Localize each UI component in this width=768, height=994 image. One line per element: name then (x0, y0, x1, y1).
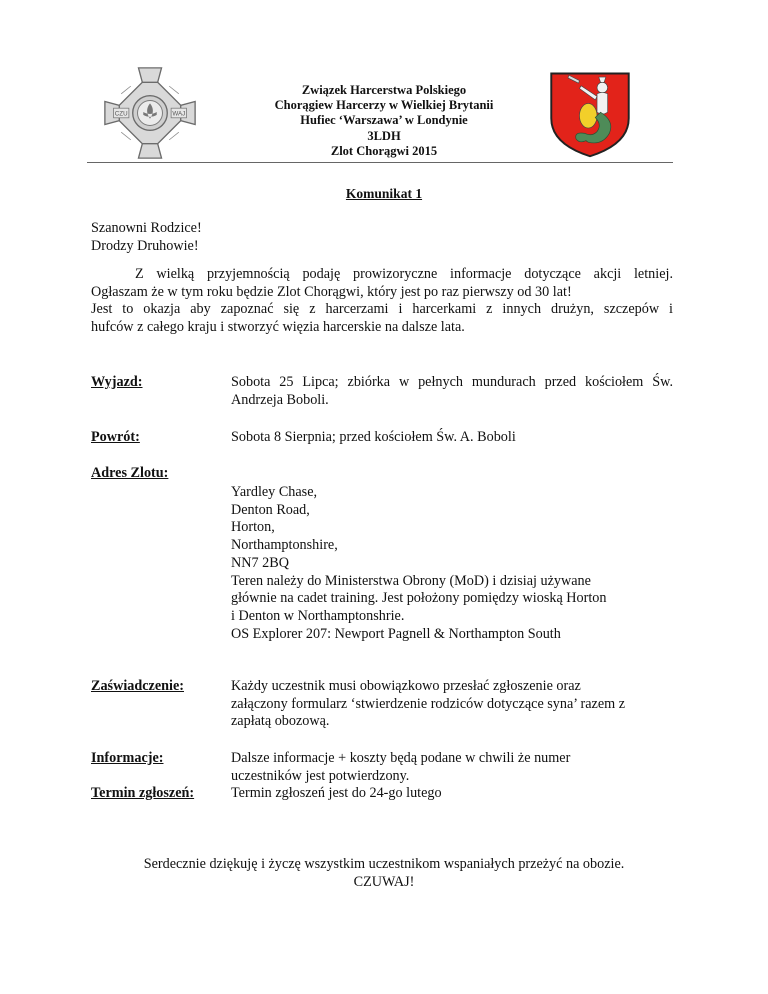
certificate-label: Zaświadczenie: (91, 678, 184, 694)
address-line-2: Denton Road, (231, 501, 310, 518)
address-line-7: głównie na cadet training. Jest położony pomiędzy wioską Horton (231, 590, 607, 607)
scout-cross-logo (102, 64, 198, 162)
information-line-2: uczestników jest potwierdzony. (231, 767, 410, 784)
address-line-8: i Denton w Northamptonshrie. (231, 607, 405, 624)
deadline-line-1: Termin zgłoszeń jest do 24-go lutego (231, 785, 442, 801)
intro-line-1: Z wielką przyjemnością podaję prowizoryczne informacje dotyczące akcji letniej. (135, 266, 673, 282)
deadline-label: Termin zgłoszeń: (91, 785, 195, 801)
header-divider (87, 162, 673, 163)
intro-line-2: Ogłaszam że w tym roku będzie Zlot Chorągwi, który jest po raz pierwszy od 30 lat! (91, 283, 572, 300)
address-line-3: Horton, (231, 519, 275, 536)
organization-header (200, 83, 568, 159)
information-label: Informacje: (91, 750, 164, 766)
intro-line-3: Jest to okazja aby zapoznać się z harcerzami i harcerkami z innych drużyn, szczepów i (91, 301, 673, 318)
cross-text-left: CZU (114, 110, 128, 118)
address-line-6: Teren należy do Ministerstwa Obrony (MoD) i dzisiaj używane (231, 572, 591, 589)
address-line-5: NN7 2BQ (231, 554, 289, 571)
header-line-2: Chorągiew Harcerzy w Wielkiej Brytanii (274, 98, 494, 113)
return-label: Powrót: (91, 429, 140, 445)
document-title: Komunikat 1 (345, 186, 423, 201)
certificate-line-2: załączony formularz ‘stwierdzenie rodziców dotyczące syna’ razem z (231, 695, 626, 712)
address-line-1: Yardley Chase, (231, 484, 318, 500)
header-line-4: 3LDH (367, 128, 401, 143)
header-line-5: Zlot Chorągwi 2015 (330, 143, 438, 158)
certificate-line-3: zapłatą obozową. (231, 713, 330, 730)
address-label: Adres Zlotu: (91, 465, 169, 481)
certificate-line-1: Każdy uczestnik musi obowiązkowo przesłać zgłoszenie oraz (231, 678, 581, 694)
greeting-parents: Szanowni Rodzice! (91, 220, 202, 236)
departure-line-2: Andrzeja Boboli. (231, 391, 329, 408)
departure-value (231, 374, 673, 409)
address-line-9: OS Explorer 207: Newport Pagnell & Northampton South (231, 625, 561, 642)
greeting-scouts: Drodzy Druhowie! (91, 238, 199, 254)
cross-text-right: WAJ (172, 110, 186, 118)
information-value (231, 750, 673, 785)
intro-paragraph (91, 266, 673, 337)
closing-motto: CZUWAJ! (353, 873, 415, 890)
certificate-value (231, 678, 673, 731)
return-value (231, 429, 673, 447)
closing-thanks: Serdecznie dziękuję i życzę wszystkim uczestnikom wspaniałych przeżyć na obozie. (143, 856, 625, 872)
address-line-4: Northamptonshire, (231, 537, 338, 554)
address-value (231, 484, 673, 643)
departure-label: Wyjazd: (91, 374, 143, 390)
header-line-3: Hufiec ‘Warszawa’ w Londynie (300, 113, 468, 128)
departure-line-1: Sobota 25 Lipca; zbiórka w pełnych mundurach przed kościołem Św. (231, 374, 673, 390)
return-line-1: Sobota 8 Sierpnia; przed kościołem Św. A. Boboli (231, 429, 516, 445)
header-line-1: Związek Harcerstwa Polskiego (301, 83, 467, 97)
intro-line-4: hufców z całego kraju i stworzyć więzia harcerskie na dalsze lata. (91, 319, 465, 336)
information-line-1: Dalsze informacje + koszty będą podane w chwili że numer (231, 750, 571, 766)
closing-paragraph (0, 856, 768, 891)
deadline-value (231, 785, 673, 803)
